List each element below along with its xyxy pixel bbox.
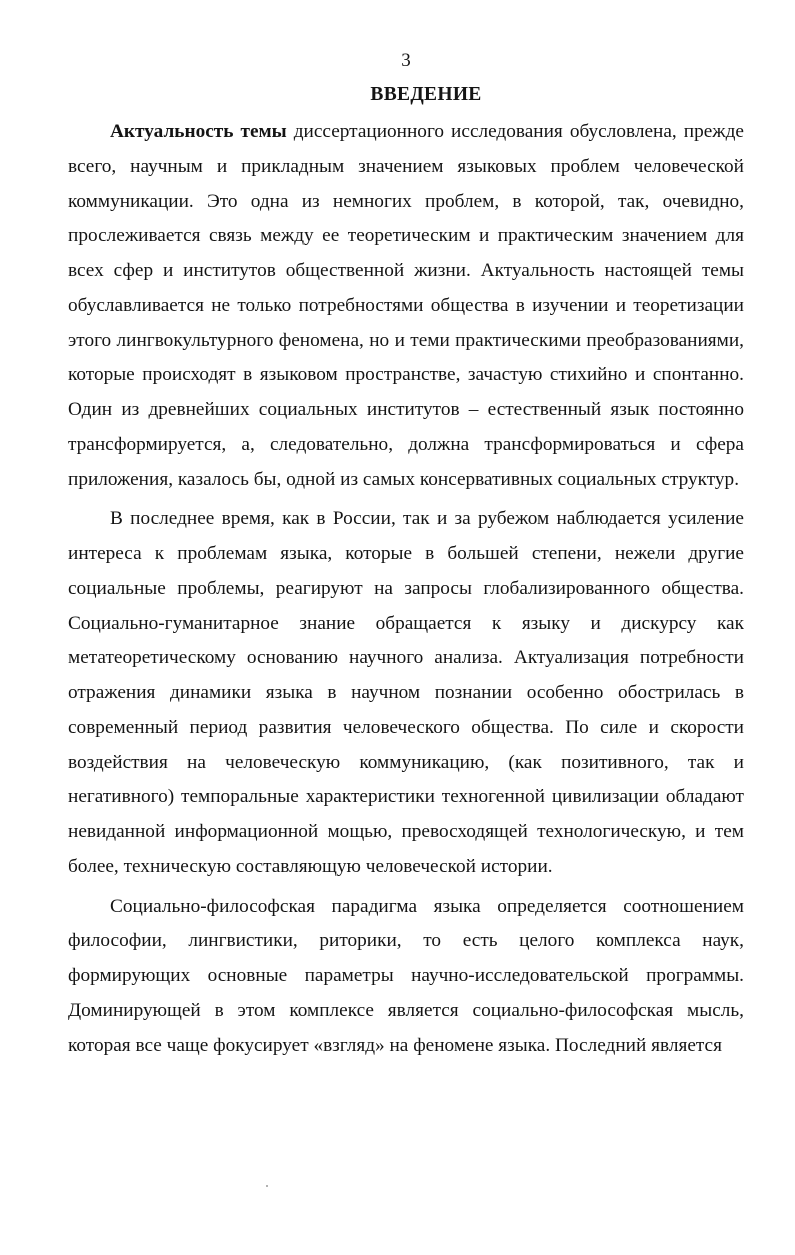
- section-heading: ВВЕДЕНИЕ: [370, 84, 482, 105]
- paragraph-relevance: [68, 115, 744, 497]
- paragraph-text: диссертационного исследования обусловлена, прежде всего, научным и прикладным значением языковых проблем человеческой коммуникации. Это одна из немногих проблем, в которой, так, очевидно, прослеживается связь между ее теоретическим и практическим значением для всех сфер и институтов общественной жизни. Актуальность настоящей темы обуславливается не только потребностями общества в изучении и теоретизации этого лингвокультурного феномена, но и теми практическими преобразованиями, которые происходят в языковом пространстве, зачастую стихийно и спонтанно. Один из древнейших социальных институтов – естественный язык постоянно трансформируется, а, следовательно, должна трансформироваться и сфера приложения, казалось бы, одной из самых консервативных социальных структур.: [68, 121, 744, 490]
- paragraph-text: В последнее время, как в России, так и за рубежом наблюдается усиление интереса к проблемам языка, которые в большей степени, нежели другие социальные проблемы, реагируют на запросы глобализированного общества. Социально-гуманитарное знание обращается к языку и дискурсу как метатеоретическому основанию научного анализа. Актуализация потребности отражения динамики языка в научном познании особенно обострилась в современный период развития человеческого общества. По силе и скорости воздействия на человеческую коммуникацию, (как позитивного, так и негативного) темпоральные характеристики техногенной цивилизации обладают невиданной информационной мощью, превосходящей технологическую, и тем более, техническую составляющую человеческой истории.: [68, 508, 744, 877]
- paragraph-text: Социально-философская парадигма языка определяется соотношением философии, лингвистики, риторики, то есть целого комплекса наук, формирующих основные параметры научно-исследовательской программы. Доминирующей в этом комплексе является социально-философская мысль, которая все чаще фокусирует «взгляд» на феномене языка. Последний является: [68, 895, 744, 1056]
- page-number: 3: [401, 50, 411, 71]
- paragraph-paradigm: [68, 890, 744, 1064]
- paragraph-recent-interest: [68, 502, 744, 884]
- body-text: [68, 115, 744, 1063]
- paragraph-lead: Актуальность темы: [110, 121, 287, 142]
- scan-speck: [266, 1185, 268, 1187]
